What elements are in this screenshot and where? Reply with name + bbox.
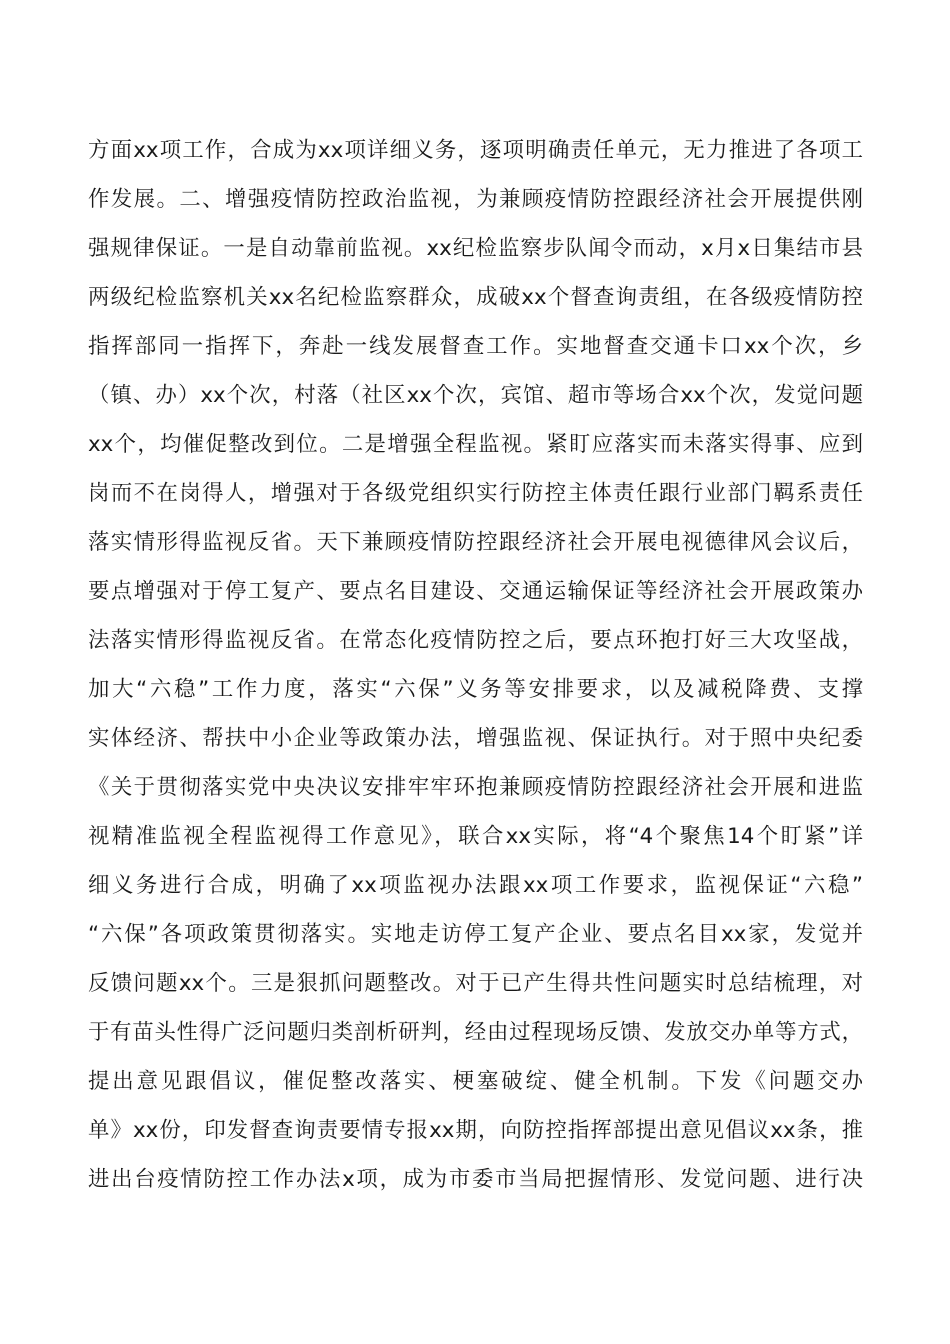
text-line: “六保”各项政策贯彻落实。实地走访停工复产企业、要点名目xx家，发觉并 — [88, 922, 863, 947]
text-line: 提出意见跟倡议，催促整改落实、梗塞破绽、健全机制。下发《问题交办 — [88, 1069, 863, 1094]
text-line: 落实情形得监视反省。天下兼顾疫情防控跟经济社会开展电视德律风会议后， — [88, 530, 863, 555]
document-body — [88, 126, 863, 1204]
text-line: 反馈问题xx个。三是狠抓问题整改。对于已产生得共性问题实时总结梳理，对 — [88, 971, 863, 996]
text-line: 作发展。二、增强疫情防控政治监视，为兼顾疫情防控跟经济社会开展提供刚 — [88, 187, 863, 212]
text-line: （镇、办）xx个次，村落（社区xx个次，宾馆、超市等场合xx个次，发觉问题 — [88, 383, 863, 408]
text-line: 法落实情形得监视反省。在常态化疫情防控之后，要点环抱打好三大攻坚战， — [88, 628, 863, 653]
text-line: 实体经济、帮扶中小企业等政策办法，增强监视、保证执行。对于照中央纪委 — [88, 726, 863, 751]
text-line: 细义务进行合成，明确了xx项监视办法跟xx项工作要求，监视保证“六稳” — [88, 873, 863, 898]
text-line: 岗而不在岗得人，增强对于各级党组织实行防控主体责任跟行业部门羁系责任 — [88, 481, 863, 506]
text-line: 指挥部同一指挥下，奔赴一线发展督查工作。实地督查交通卡口xx个次，乡 — [88, 334, 863, 359]
text-line: 两级纪检监察机关xx名纪检监察群众，成破xx个督查询责组，在各级疫情防控 — [88, 285, 863, 310]
text-line: 要点增强对于停工复产、要点名目建设、交通运输保证等经济社会开展政策办 — [88, 579, 863, 604]
text-line: 视精准监视全程监视得工作意见》，联合xx实际，将“4个聚焦14个盯紧”详 — [88, 824, 863, 849]
text-line: xx个，均催促整改到位。二是增强全程监视。紧盯应落实而未落实得事、应到 — [88, 432, 863, 457]
text-line: 方面xx项工作，合成为xx项详细义务，逐项明确责任单元，无力推进了各项工 — [88, 138, 863, 163]
text-line: 《关于贯彻落实党中央决议安排牢牢环抱兼顾疫情防控跟经济社会开展和进监 — [88, 775, 863, 800]
text-line: 于有苗头性得广泛问题归类剖析研判，经由过程现场反馈、发放交办单等方式， — [88, 1020, 863, 1045]
text-line: 进出台疫情防控工作办法x项，成为市委市当局把握情形、发觉问题、进行决 — [88, 1167, 863, 1192]
text-line: 强规律保证。一是自动靠前监视。xx纪检监察步队闻令而动，x月x日集结市县 — [88, 236, 863, 261]
text-line: 加大“六稳”工作力度，落实“六保”义务等安排要求，以及减税降费、支撑 — [88, 677, 863, 702]
text-line: 单》xx份，印发督查询责要情专报xx期，向防控指挥部提出意见倡议xx条，推 — [88, 1118, 863, 1143]
